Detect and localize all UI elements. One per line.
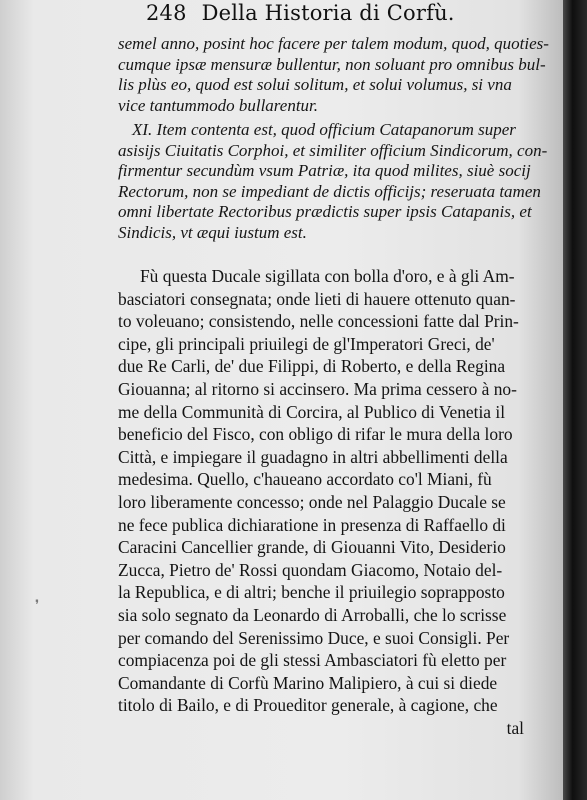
text-line: medesima. Quello, c'haueano accordato co'l Miani, fù — [118, 469, 492, 490]
text-line: Zucca, Pietro de' Rossi quondam Giacomo, Notaio del- — [118, 559, 503, 580]
text-line: la Republica, e di altri; benche il priuilegio soprapposto — [118, 582, 505, 603]
text-line: loro liberamente concesso; onde nel Palaggio Ducale se — [118, 491, 506, 512]
text-line: basciatori consegnata; onde lieti di hauere ottenuto quan- — [118, 288, 516, 309]
text-line: Sindicis, vt æqui iustum est. — [118, 222, 307, 242]
running-title: Della Historia di Corfù. — [201, 1, 455, 25]
text-line: per comando del Serenissimo Duce, e suoi Consigli. Per — [118, 627, 510, 648]
latin-passage-continued — [118, 34, 560, 116]
text-line: vice tantummodo bullarentur. — [118, 95, 319, 115]
text-line: beneficio del Fisco, con obligo di rifar le mura della loro — [118, 424, 513, 445]
text-line: lis plùs eo, quod est solui solitum, et solui volumus, si vna — [118, 75, 512, 94]
text-line: firmentur secundùm vsum Patriæ, ita quod milites, siuè socij — [118, 161, 531, 180]
catchword: tal — [506, 717, 524, 738]
text-line: me della Communità di Corcira, al Publico di Venetia il — [118, 401, 506, 422]
page-edge-shadow — [563, 0, 587, 800]
text-line: cumque ipsæ mensuræ bullentur, non soluant pro omnibus bul- — [118, 54, 546, 74]
text-line: asisijs Ciuitatis Corphoi, et similiter officium Sindicorum, con- — [118, 140, 548, 160]
text-line: semel anno, posint hoc facere per talem modum, quod, quoties- — [118, 34, 549, 53]
text-line: titolo di Bailo, e di Proueditor generale, à cagione, che — [118, 695, 498, 716]
text-line: sia solo segnato da Leonardo di Arroballi, che lo scrisse — [118, 604, 507, 625]
latin-article-xi — [118, 120, 560, 243]
text-line: Rectorum, non se impediant de dictis officijs; reseruata tamen — [118, 181, 541, 201]
page-number: 248 — [146, 1, 187, 25]
text-line: Giouanna; al ritorno si accinsero. Ma prima cessero à no- — [118, 378, 517, 399]
running-head — [146, 1, 455, 25]
text-line: cipe, gli principali priuilegi de gl'Imperatori Greci, de' — [118, 333, 495, 354]
text-line: Fù questa Ducale sigillata con bolla d'oro, e à gli Am- — [140, 266, 515, 286]
text-line: due Re Carli, de' due Filippi, di Roberto, e della Regina — [118, 356, 506, 377]
text-line: Città, e impiegare il guadagno in altri abbellimenti della — [118, 446, 508, 467]
margin-mark: ❜ — [35, 598, 40, 613]
text-line: XI. Item contenta est, quod officium Catapanorum super — [132, 120, 516, 139]
text-line: Comandante di Corfù Marino Malipiero, à cui si diede — [118, 672, 498, 693]
text-line: to voleuano; consistendo, nelle concessioni fatte dal Prin- — [118, 311, 519, 332]
text-line: omni libertate Rectoribus prædictis super ipsis Catapanis, et — [118, 202, 532, 221]
text-line: ne fece publica dichiaratione in presenza di Raffaello di — [118, 514, 506, 535]
text-line: compiacenza poi de gli stessi Ambasciatori fù eletto per — [118, 650, 507, 671]
text-line: Caracini Cancellier grande, di Giouanni Vito, Desiderio — [118, 537, 506, 558]
italian-paragraph — [118, 265, 560, 739]
